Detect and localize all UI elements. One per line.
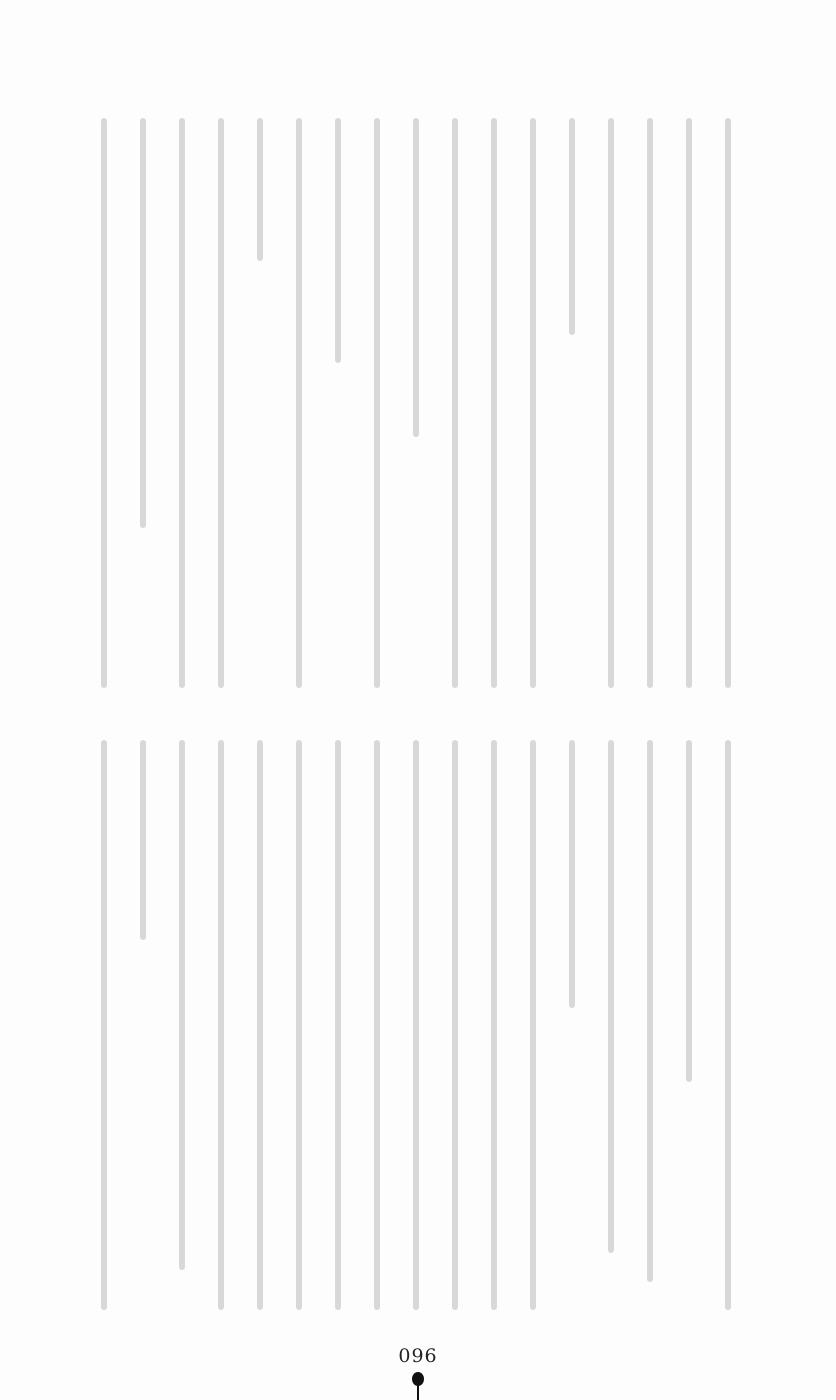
text-line-placeholder	[296, 740, 302, 1310]
text-line-placeholder	[725, 118, 731, 688]
text-block-top	[0, 118, 836, 698]
page-number: 096	[398, 1345, 438, 1367]
text-line-placeholder	[218, 118, 224, 688]
text-line-placeholder	[530, 118, 536, 688]
text-line-placeholder	[101, 740, 107, 1310]
text-line-placeholder	[101, 118, 107, 688]
text-line-placeholder	[530, 740, 536, 1310]
text-line-placeholder	[335, 118, 341, 363]
text-line-placeholder	[374, 118, 380, 688]
text-line-placeholder	[257, 740, 263, 1310]
text-line-placeholder	[608, 740, 614, 1253]
text-line-placeholder	[257, 118, 263, 261]
text-line-placeholder	[569, 118, 575, 335]
text-line-placeholder	[140, 118, 146, 528]
text-line-placeholder	[647, 118, 653, 688]
text-line-placeholder	[140, 740, 146, 940]
text-line-placeholder	[452, 740, 458, 1310]
text-line-placeholder	[608, 118, 614, 688]
text-line-placeholder	[179, 740, 185, 1270]
text-line-placeholder	[686, 740, 692, 1082]
text-line-placeholder	[569, 740, 575, 1008]
text-line-placeholder	[647, 740, 653, 1282]
text-line-placeholder	[686, 118, 692, 688]
text-line-placeholder	[491, 118, 497, 688]
text-line-placeholder	[452, 118, 458, 688]
text-line-placeholder	[218, 740, 224, 1310]
page-marker-line	[417, 1384, 419, 1400]
text-line-placeholder	[725, 740, 731, 1310]
text-line-placeholder	[296, 118, 302, 688]
text-line-placeholder	[413, 118, 419, 437]
text-line-placeholder	[335, 740, 341, 1310]
text-line-placeholder	[491, 740, 497, 1310]
text-line-placeholder	[413, 740, 419, 1310]
text-block-bottom	[0, 740, 836, 1320]
text-line-placeholder	[179, 118, 185, 688]
text-line-placeholder	[374, 740, 380, 1310]
